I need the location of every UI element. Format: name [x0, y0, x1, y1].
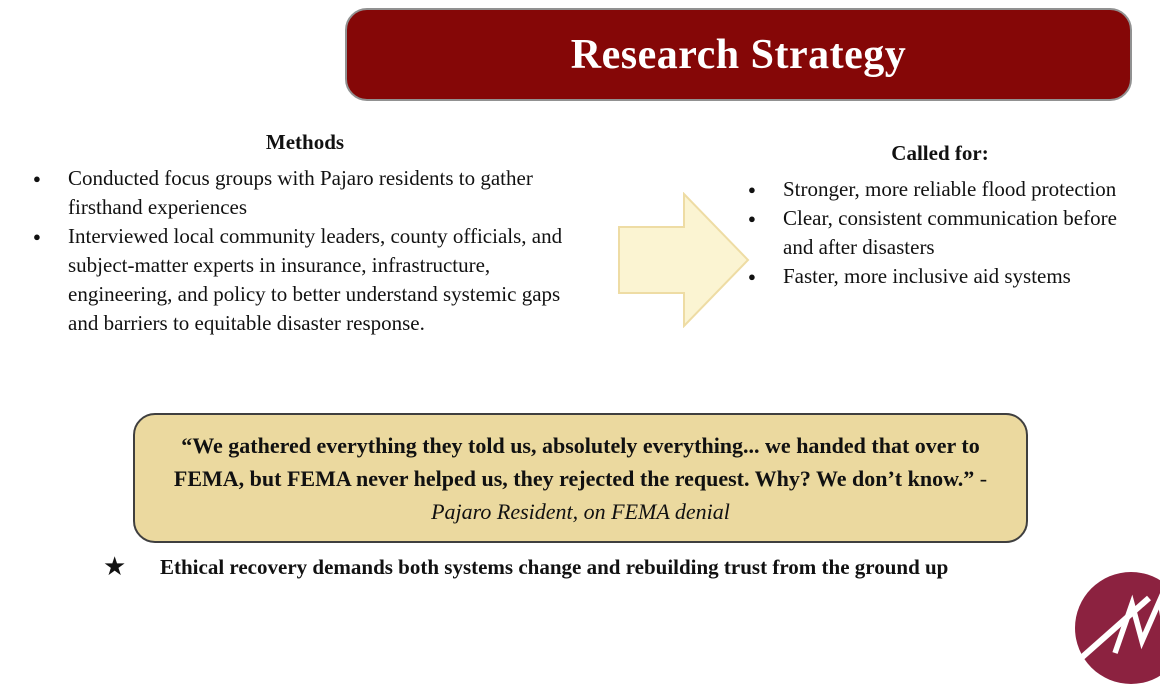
takeaway-row [100, 553, 1080, 581]
logo [1073, 570, 1160, 686]
list-item [745, 262, 1125, 291]
star-icon: ★ [103, 552, 127, 581]
called-for-list [745, 175, 1125, 291]
methods-list [30, 164, 570, 338]
bullet-icon: ● [748, 211, 756, 226]
called-for-bullet-2: Clear, consistent communication before and after disasters [783, 206, 1117, 259]
quote-text [165, 429, 996, 528]
slide-title-banner [345, 8, 1132, 101]
called-for-bullet-3: Faster, more inclusive aid systems [783, 264, 1071, 288]
logo-m-icon [1073, 570, 1160, 686]
called-for-bullet-1: Stronger, more reliable flood protection [783, 177, 1117, 201]
list-item [745, 175, 1125, 204]
methods-bullet-1: Conducted focus groups with Pajaro residents to gather firsthand experiences [68, 166, 533, 219]
bullet-icon: ● [33, 171, 41, 186]
quote-attribution: - Pajaro Resident, on FEMA denial [431, 465, 988, 524]
list-item [745, 204, 1125, 262]
quote-box [133, 413, 1028, 543]
bullet-icon: ● [33, 229, 41, 244]
quote-bold-text: “We gathered everything they told us, absolutely everything... we handed that over to FEMA, but FEMA never helped us, they rejected the request. Why? We don’t know.” [173, 432, 980, 491]
right-arrow-icon [618, 192, 750, 328]
right-arrow-shape [618, 192, 750, 333]
called-for-heading: Called for: [891, 141, 989, 165]
page-title: Research Strategy [570, 31, 907, 78]
bullet-icon: ● [748, 269, 756, 284]
methods-bullet-2: Interviewed local community leaders, county officials, and subject-matter experts in insurance, infrastructure, engineering, and policy to better understand systemic gaps and barriers to equitable disaster response. [68, 224, 563, 335]
methods-heading: Methods [265, 130, 345, 154]
takeaway-text: Ethical recovery demands both systems change and rebuilding trust from the ground up [160, 555, 949, 579]
list-item [30, 222, 570, 338]
list-item [30, 164, 570, 222]
bullet-icon: ● [748, 182, 756, 197]
